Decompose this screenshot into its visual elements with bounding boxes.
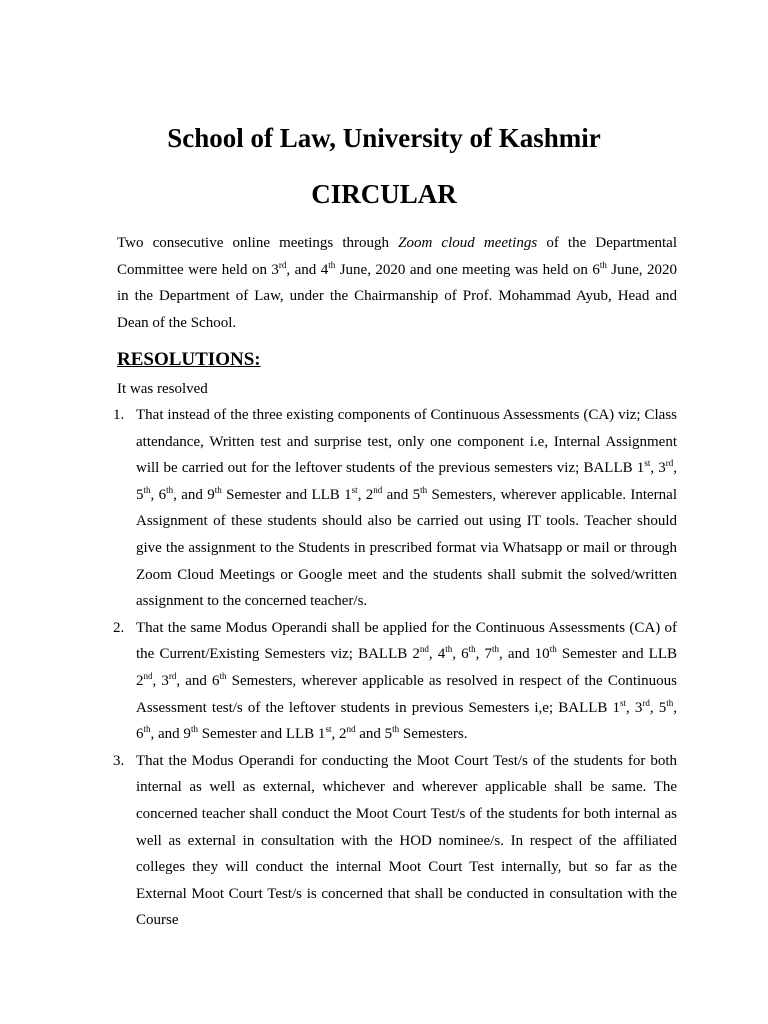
item-number: 3.	[113, 752, 125, 769]
resolution-item-3: 3. That the Modus Operandi for conducting the Moot Court Test/s of the students for both internal as well as external, whichever and wherever applicable shall be same. The concerned teacher shall conduct the Moot Court Test/s of the students for both internal as well as external in consultation with the HOD nominee/s. In respect of the affiliated colleges they will conduct the internal Moot Court Test internally, but so far as the External Moot Court Test/s is concerned that shall be conducted in consultation with the Course	[117, 748, 677, 934]
resolution-item-1: 1. That instead of the three existing components of Continuous Assessments (CA) viz; Class attendance, Written test and surprise test, only one component i.e, Internal Assignment will be carried out for the leftover students of the previous semesters viz; BALLB 1st, 3rd, 5th, 6th, and 9th Semester and LLB 1st, 2nd and 5th Semesters, wherever applicable. Internal Assignment of these students should also be carried out using IT tools. Teacher should give the assignment to the Students in prescribed format via Whatsapp or mail or through Zoom Cloud Meetings or Google meet and the students shall submit the solved/written assignment to the concerned teacher/s.	[117, 402, 677, 615]
intro-paragraph: Two consecutive online meetings through Zoom cloud meetings of the Departmental Committee were held on 3rd, and 4th June, 2020 and one meeting was held on 6th June, 2020 in the Department of Law, under the Chairmanship of Prof. Mohammad Ayub, Head and Dean of the School.	[117, 235, 677, 331]
item-number: 1.	[113, 407, 125, 423]
resolution-item-2: 2. That the same Modus Operandi shall be applied for the Continuous Assessments (CA) of the Current/Existing Semesters viz; BALLB 2nd, 4th, 6th, 7th, and 10th Semester and LLB 2nd, 3rd, and 6th Semesters, wherever applicable as resolved in respect of the Continuous Assessment test/s of the leftover students in previous Semesters i,e; BALLB 1st, 3rd, 5th, 6th, and 9th Semester and LLB 1st, 2nd and 5th Semesters.	[117, 615, 677, 748]
resolutions-list	[113, 402, 678, 934]
resolutions-heading: RESOLUTIONS:	[117, 349, 261, 370]
item-number: 2.	[113, 619, 125, 636]
zoom-italic: Zoom cloud meetings	[398, 235, 538, 251]
document-title: School of Law, University of Kashmir	[167, 123, 601, 153]
circular-heading: CIRCULAR	[311, 179, 457, 209]
resolved-lead: It was resolved	[117, 381, 208, 397]
